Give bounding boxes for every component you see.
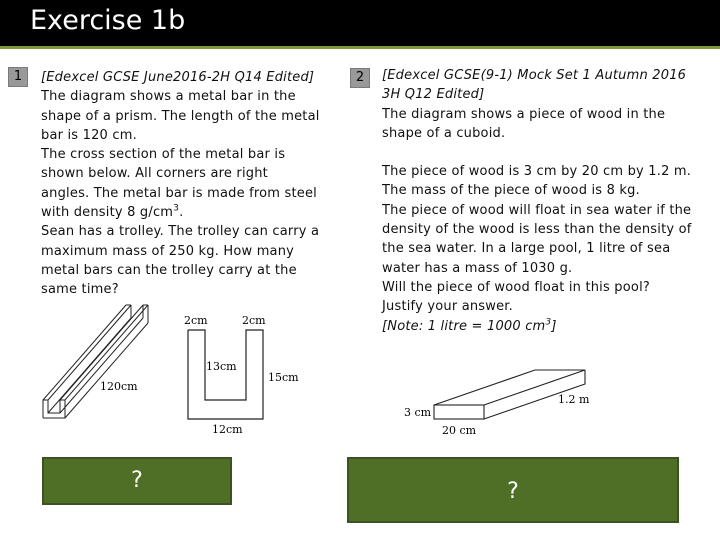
q2-line: water has a mass of 1030 g. xyxy=(382,260,573,276)
left-wall-label: 2cm xyxy=(184,314,208,327)
spacer xyxy=(382,143,702,162)
prism-length-label: 120cm xyxy=(100,380,138,393)
q2-line: Justify your answer. xyxy=(382,299,513,315)
cuboid-length-label: 1.2 m xyxy=(558,393,590,406)
question-1-text xyxy=(41,68,321,300)
q2-line: Will the piece of wood float in this pool? xyxy=(382,279,650,295)
q1-line: shape of a prism. The length of the metal xyxy=(41,108,320,124)
q2-line: The mass of the piece of wood is 8 kg. xyxy=(382,183,640,199)
q2-note: [Note: 1 litre = 1000 $cm^3$] xyxy=(382,317,557,334)
title-accent-line xyxy=(0,46,720,49)
question-1-answer-box[interactable] xyxy=(42,457,232,505)
q1-line: metal bars can the trolley carry at the xyxy=(41,262,297,278)
q1-line: The diagram shows a metal bar in the xyxy=(41,89,296,105)
question-1-number: 1 xyxy=(8,67,28,87)
width-label: 12cm xyxy=(212,423,243,436)
question-2-answer-box[interactable] xyxy=(347,457,679,523)
question-2-source-1: [Edexcel GCSE(9-1) Mock Set 1 Autumn 2016 xyxy=(382,68,687,83)
right-wall-label: 2cm xyxy=(242,314,266,327)
question-1-source: [Edexcel GCSE June2016-2H Q14 Edited] xyxy=(41,70,315,85)
q1-line: shown below. All corners are right xyxy=(41,166,268,182)
answer-placeholder: ? xyxy=(507,479,519,504)
q2-line: The piece of wood will float in sea water if the xyxy=(382,202,692,218)
q2-line: density of the wood is less than the density of xyxy=(382,222,692,238)
q2-line: shape of a cuboid. xyxy=(382,125,506,141)
answer-placeholder: ? xyxy=(131,468,143,493)
q2-line: The diagram shows a piece of wood in the xyxy=(382,106,666,122)
page-title: Exercise 1b xyxy=(30,5,186,36)
q1-line: bar is 120 cm. xyxy=(41,127,137,143)
q1-line: maximum mass of 250 kg. How many xyxy=(41,243,295,259)
q1-line: angles. The metal bar is made from steel xyxy=(41,185,317,201)
q1-line: same time? xyxy=(41,282,119,298)
q1-line: Sean has a trolley. The trolley can carry a xyxy=(41,224,320,240)
question-2-source-2: 3H Q12 Edited] xyxy=(382,87,485,103)
q1-line: The cross section of the metal bar is xyxy=(41,147,286,163)
cuboid-height-label: 3 cm xyxy=(404,406,432,419)
q1-density-line: with density 8 $g/cm^3$. xyxy=(41,203,184,221)
q2-line: the sea water. In a large pool, 1 litre of sea xyxy=(382,241,671,257)
metal-bar-prism-diagram xyxy=(38,300,163,430)
question-2-text xyxy=(382,66,702,336)
title-bar xyxy=(0,0,720,46)
cross-section-diagram xyxy=(180,312,310,437)
question-2-number: 2 xyxy=(350,68,370,88)
height-label: 15cm xyxy=(268,371,299,384)
inner-depth-label: 13cm xyxy=(206,360,237,373)
wood-cuboid-diagram xyxy=(400,355,595,440)
cuboid-width-label: 20 cm xyxy=(442,424,477,437)
q2-line: The piece of wood is 3 cm by 20 cm by 1.2 m. xyxy=(382,164,692,180)
